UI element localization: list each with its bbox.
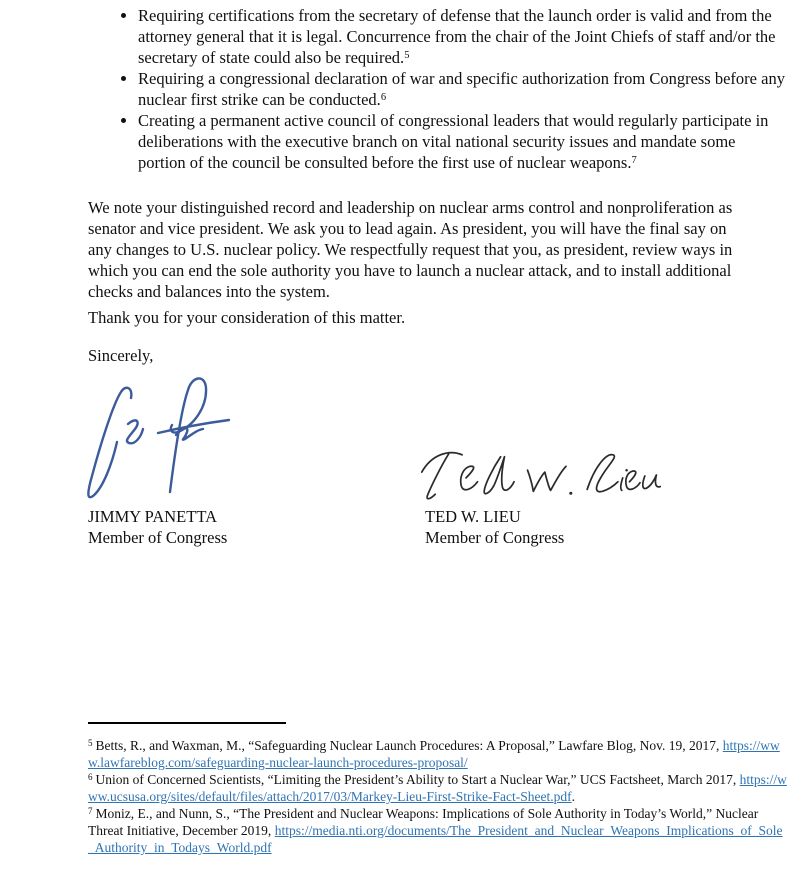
footnotes-section: [88, 737, 787, 856]
bullet-text: Requiring a congressional declaration of war and specific authorization from Congress before any nuclear first strike can be conducted.: [138, 69, 785, 109]
footnote-link[interactable]: https://www.lawfareblog.com/safeguarding-nuclear-launch-procedures-proposal/: [88, 738, 780, 770]
signer-name: JIMMY PANETTA: [88, 507, 218, 526]
footnote-ref-5: 5: [404, 50, 410, 61]
footnote-marker: 7: [88, 806, 93, 816]
bullet-text: Requiring certifications from the secretary of defense that the launch order is valid and from the attorney general that it is legal. Concurrence from the chair of the Joint Chiefs of staff and/or the secretary of state could also be required.: [138, 6, 776, 67]
footnote-marker: 6: [88, 772, 93, 782]
footnote-text: Betts, R., and Waxman, M., “Safeguarding Nuclear Launch Procedures: A Proposal,” Lawfare Blog, Nov. 19, 2017,: [95, 738, 723, 753]
signature-block-panetta: [88, 506, 227, 548]
panetta-signature: [84, 372, 234, 512]
signer-title: Member of Congress: [88, 528, 228, 547]
footnote-text: Union of Concerned Scientists, “Limiting the President’s Ability to Start a Nuclear War,” UCS Factsheet, March 2017,: [95, 772, 740, 787]
footnote-marker: 5: [88, 738, 93, 748]
footnote-5: [88, 737, 787, 771]
body-paragraph: We note your distinguished record and leadership on nuclear arms control and nonproliferation as senator and vice president. We ask you to lead again. As president, you will have the final say on any changes to U.S. nuclear policy. We respectfully request that you, as president, review ways in which you can end the sole authority you have to launch a nuclear attack, and to install additional checks and balances into the system.: [88, 198, 733, 301]
footnote-7: [88, 805, 787, 856]
bullet-item-certifications: [138, 5, 786, 68]
footnote-link[interactable]: https://www.ucsusa.org/sites/default/files/attach/2017/03/Markey-Lieu-First-Strike-Fact-Sheet.pdf: [88, 772, 787, 804]
bullet-text: Creating a permanent active council of congressional leaders that would regularly participate in deliberations with the executive branch on vital national security issues and mandate some portion of the council be consulted before the first use of nuclear weapons.: [138, 111, 769, 172]
signature-block-lieu: [425, 506, 564, 548]
footnote-link[interactable]: https://media.nti.org/documents/The_President_and_Nuclear_Weapons_Implications_of_Sole_Authority_in_Todays_World.pdf: [88, 823, 783, 855]
bullet-list: [88, 5, 786, 173]
footnote-text: Moniz, E., and Nunn, S., “The President and Nuclear Weapons: Implications of Sole Authority in Today’s World,” Nuclear Threat Initiative, December 2019,: [88, 806, 759, 838]
thanks-line: Thank you for your consideration of this matter.: [88, 308, 406, 327]
footnote-text-after: .: [571, 789, 576, 804]
signer-title: Member of Congress: [425, 528, 565, 547]
footnote-ref-7: 7: [631, 155, 637, 166]
bullet-item-declaration-of-war: [138, 68, 786, 110]
footnote-separator: [88, 722, 286, 724]
closing-line: Sincerely,: [88, 346, 154, 365]
bullet-item-council: [138, 110, 786, 173]
footnote-6: [88, 771, 787, 805]
footnote-ref-6: 6: [380, 92, 387, 103]
lieu-signature: [416, 444, 666, 506]
signer-name: TED W. LIEU: [425, 507, 521, 526]
